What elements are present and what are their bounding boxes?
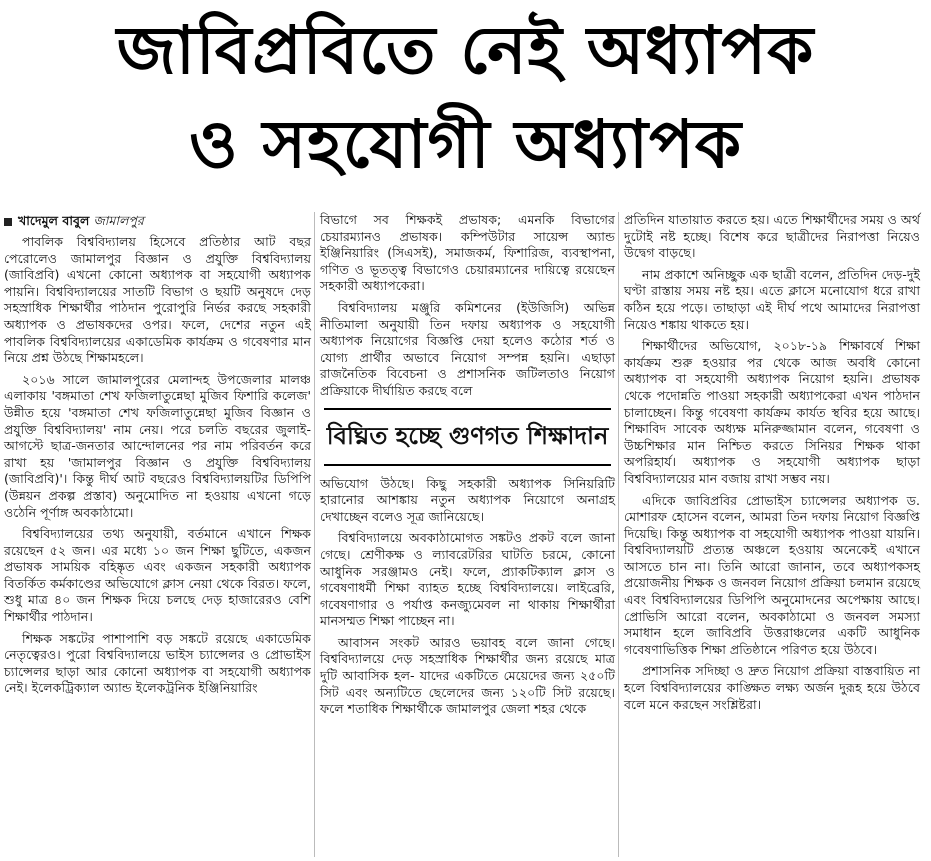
paragraph: ২০১৬ সালে জামালপুরের মেলান্দহ উপজেলার মালঞ্চ এলাকায় 'বঙ্গমাতা শেখ ফজিলাতুন্নেছা মুজিব ফিশারি কলেজ' উন্নীত হয়ে 'বঙ্গমাতা শেখ ফজিলাতুন্নেছা মুজিব বিজ্ঞান ও প্রযুক্তি বিশ্ববিদ্যালয়' নাম নেয়। পরে চলতি বছরের জুলাই-আগস্টে ছাত্র-জনতার আন্দোলনের পর নাম পরিবর্তন করে রাখা হয় 'জামালপুর বিজ্ঞান ও প্রযুক্তি বিশ্ববিদ্যালয় (জাবিপ্রবি)'। কিন্তু দীর্ঘ আট বছরেও বিশ্ববিদ্যালয়টির ডিপিপি (উন্নয়ন প্রকল্প প্রস্তাব) অনুমোদিত না হওয়ায় এখনো গড়ে ওঠেনি পূর্ণাঙ্গ অবকাঠামো। [4,371,311,520]
paragraph: অভিযোগ উঠছে। কিছু সহকারী অধ্যাপক সিনিয়রিটি হারানোর আশঙ্কায় নতুন অধ্যাপক নিয়োগে অনাগ্রহ দেখাচ্ছেন বলেও সূত্র জানিয়েছে। [320,475,615,524]
paragraph: প্রশাসনিক সদিচ্ছা ও দ্রুত নিয়োগ প্রক্রিয়া বাস্তবায়িত না হলে বিশ্ববিদ্যালয়ের কাঙ্ক্ষিত লক্ষ্য অর্জন দুরূহ হয়ে উঠবে বলে মনে করছেন সংশ্লিষ্টরা। [624,663,920,712]
article-column-3 [624,212,920,718]
headline-line-2: ও সহযোগী অধ্যাপক [188,106,743,183]
article-column-1 [4,212,311,702]
column-divider [618,212,619,857]
paragraph: পাবলিক বিশ্ববিদ্যালয় হিসেবে প্রতিষ্ঠার আট বছর পেরোলেও জামালপুর বিজ্ঞান ও প্রযুক্তি বিশ্ববিদ্যালয় (জাবিপ্রবি) এখনো কোনো অধ্যাপক বা সহযোগী অধ্যাপক পায়নি। বিশ্ববিদ্যালয়ের সাতটি বিভাগ ও ছয়টি অনুষদে দেড় সহস্রাধিক শিক্ষার্থীর পাঠদান পুরোপুরি নির্ভর করছে সহকারী অধ্যাপক ও প্রভাষকদের ওপর। ফলে, দেশের নতুন এই পাবলিক বিশ্ববিদ্যালয়ের একাডেমিক কার্যক্রম ও গবেষণার মান নিয়ে প্রশ্ন উঠছে শিক্ষামহলে। [4,234,311,366]
paragraph: বিশ্ববিদ্যালয়ের তথ্য অনুযায়ী, বর্তমানে এখানে শিক্ষক রয়েছেন ৫২ জন। এর মধ্যে ১০ জন শিক্ষা ছুটিতে, একজন প্রভাষক সাময়িক বহিষ্কৃত এবং একজন সহকারী অধ্যাপক বিতর্কিত কর্মকাণ্ডের অভিযোগে ক্লাস নেয়া থেকে বিরত। ফলে, শুধু মাত্র ৪০ জন শিক্ষক দিয়ে চলছে দেড় হাজারেরও বেশি শিক্ষার্থীর পাঠদান। [4,526,311,625]
paragraph: এদিকে জাবিপ্রবির প্রোভাইস চ্যান্সেলর অধ্যাপক ড. মোশারফ হোসেন বলেন, আমরা তিন দফায় নিয়োগ বিজ্ঞপ্তি দিয়েছি। কিন্তু অধ্যাপক বা সহযোগী অধ্যাপক পাওয়া যায়নি। বিশ্ববিদ্যালয়টি প্রত্যন্ত অঞ্চলে হওয়ায় অনেকেই এখানে আসতে চান না। তিনি আরো জানান, তবে অধ্যাপকসহ প্রয়োজনীয় শিক্ষক ও জনবল নিয়োগ প্রক্রিয়া চলমান রয়েছে এবং বিশ্ববিদ্যালয়ের ডিপিপি অনুমোদনের অপেক্ষায় আছে। প্রোভিসি আরো বলেন, অবকাঠামো ও জনবল সমস্যা সমাধান হলে জাবিপ্রবি উত্তরাঞ্চলের একটি আধুনিক গবেষণাভিত্তিক শিক্ষা প্রতিষ্ঠানে পরিণত হয়ে উঠবে। [624,492,920,657]
paragraph: বিভাগে সব শিক্ষকই প্রভাষক; এমনকি বিভাগের চেয়ারম্যানও প্রভাষক। কম্পিউটার সায়েন্স অ্যান্ড ইঞ্জিনিয়ারিং (সিএসই), সমাজকর্ম, ফিশারিজ, ব্যবস্থাপনা, গণিত ও ভূতত্ত্ব বিভাগেও চেয়ারম্যানের দায়িত্বে রয়েছেন সহকারী অধ্যাপকেরা। [320,212,615,294]
byline [4,212,311,230]
paragraph: প্রতিদিন যাতায়াত করতে হয়। এতে শিক্ষার্থীদের সময় ও অর্থ দুটোই নষ্ট হচ্ছে। বিশেষ করে ছাত্রীদের নিরাপত্তা নিয়েও উদ্বেগ বাড়ছে। [624,212,920,261]
subheading: বিঘ্নিত হচ্ছে গুণগত শিক্ষাদান [324,408,611,466]
headline-line-1: জাবিপ্রবিতে নেই অধ্যাপক [116,12,815,89]
paragraph: নাম প্রকাশে অনিচ্ছুক এক ছাত্রী বলেন, প্রতিদিন দেড়-দুই ঘণ্টা রাস্তায় সময় নষ্ট হয়। এতে ক্লাসে মনোযোগ ধরে রাখা কঠিন হয়ে পড়ে। তাছাড়া এই দীর্ঘ পথে আমাদের নিরাপত্তা নিয়েও শঙ্কায় থাকতে হয়। [624,266,920,332]
paragraph: বিশ্ববিদ্যালয়ে অবকাঠামোগত সঙ্কটও প্রকট বলে জানা গেছে। শ্রেণীকক্ষ ও ল্যাবরেটরির ঘাটতি চরমে, কোনো আধুনিক সরঞ্জামও নেই। ফলে, প্র্যাকটিক্যাল ক্লাস ও গবেষণাধর্মী শিক্ষা ব্যাহত হচ্ছে বিশ্ববিদ্যালয়ে। লাইব্রেরি, গবেষণাগার ও পর্যাপ্ত কনজ্যুমেবল না থাকায় শিক্ষার্থীরা মানসম্মত শিক্ষা পাচ্ছেন না। [320,530,615,629]
paragraph: শিক্ষক সঙ্কটের পাশাপাশি বড় সঙ্কটে রয়েছে একাডেমিক নেতৃত্বেরও। পুরো বিশ্ববিদ্যালয়ে ভাইস চ্যান্সেলর ও প্রোভাইস চ্যান্সেলর ছাড়া আর কোনো অধ্যাপক বা সহযোগী অধ্যাপক নেই। ইলেকট্রিক্যাল অ্যান্ড ইলেকট্রনিক ইঞ্জিনিয়ারিং [4,630,311,696]
paragraph: আবাসন সংকট আরও ভয়াবহ বলে জানা গেছে। বিশ্ববিদ্যালয়ে দেড় সহস্রাধিক শিক্ষার্থীর জন্য রয়েছে মাত্র দুটি আবাসিক হল- যাদের একটিতে মেয়েদের জন্য ২৫০টি সিট এবং অন্যটিতে ছেলেদের জন্য ১২০টি সিট রয়েছে। ফলে শতাধিক শিক্ষার্থীকে জামালপুর জেলা শহর থেকে [320,634,615,717]
column-divider [314,212,315,857]
paragraph: শিক্ষার্থীদের অভিযোগ, ২০১৮-১৯ শিক্ষাবর্ষে শিক্ষা কার্যক্রম শুরু হওয়ার পর থেকে আজ অবধি কোনো অধ্যাপক বা সহযোগী অধ্যাপক নিয়োগ হয়নি। প্রভাষক থেকে পদোন্নতি পাওয়া সহকারী অধ্যাপকেরা এখন পাঠদান চালাচ্ছেন। কিন্তু গবেষণা কার্যক্রম কার্যত স্থবির হয়ে আছে। শিক্ষাবিদ সাবেক অধ্যক্ষ মনিরুজ্জামান বলেন, গবেষণা ও উচ্চশিক্ষার মান নিশ্চিত করতে সিনিয়র শিক্ষক থাকা অপরিহার্য। অধ্যাপক ও সহযোগী অধ্যাপক ছাড়া বিশ্ববিদ্যালয়ের মান বজায় রাখা সম্ভব নয়। [624,338,920,486]
article-column-2 [320,212,615,723]
bullet-icon [4,218,12,226]
dateline-place: জামালপুর [93,213,144,228]
paragraph: বিশ্ববিদ্যালয় মঞ্জুরি কমিশনের (ইউজিসি) অভিন্ন নীতিমালা অনুযায়ী তিন দফায় অধ্যাপক ও সহযোগী অধ্যাপক নিয়োগের বিজ্ঞপ্তি দেয়া হলেও কঠোর শর্ত ও যোগ্য প্রার্থীর অভাবে নিয়োগ সম্পন্ন হয়নি। এছাড়া রাজনৈতিক বিবেচনা ও প্রশাসনিক জটিলতাও নিয়োগ প্রক্রিয়াকে দীর্ঘায়িত করছে বলে [320,299,615,398]
author-name: খাদেমুল বাবুল [18,213,90,228]
